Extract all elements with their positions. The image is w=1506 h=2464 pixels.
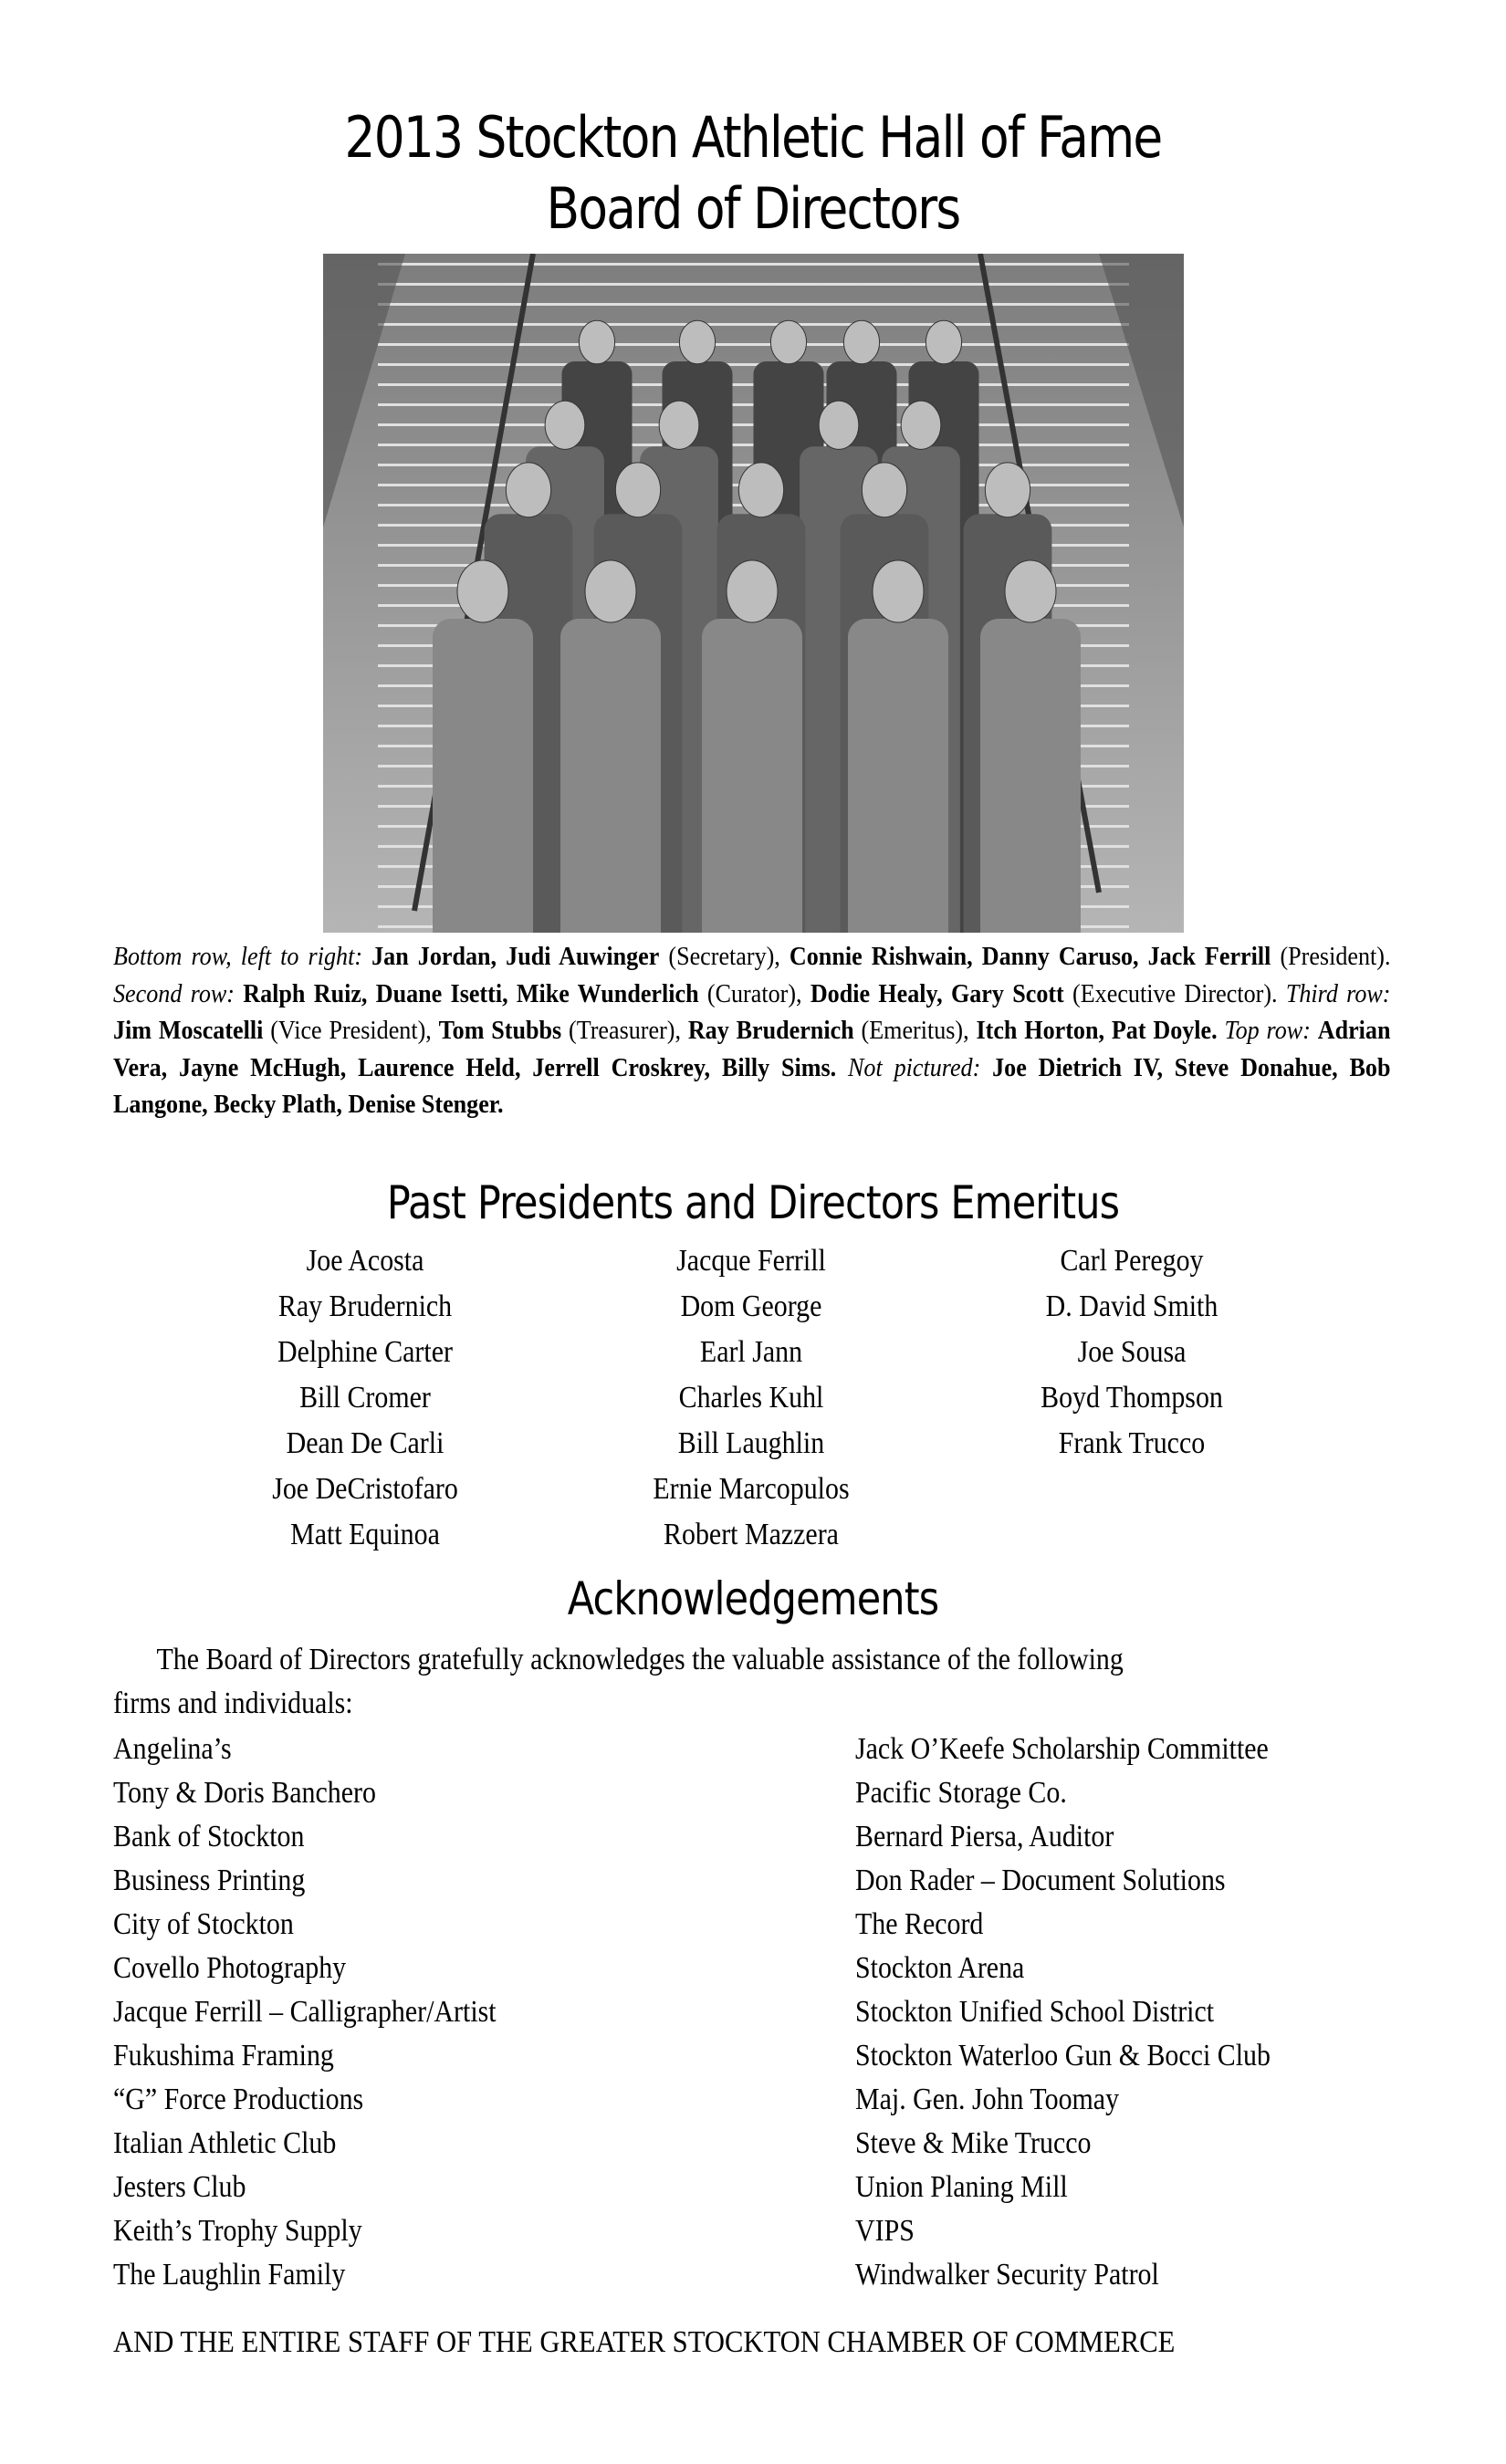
acknowledgement-item: Stockton Waterloo Gun & Bocci Club: [855, 2039, 1271, 2072]
caption-segment: (Curator),: [698, 978, 811, 1008]
past-president-name: Jacque Ferrill: [676, 1244, 826, 1278]
past-presidents-heading: Past Presidents and Directors Emeritus: [386, 1176, 1120, 1229]
acknowledgement-item: The Laughlin Family: [113, 2258, 346, 2292]
caption-segment: Not pictured:: [836, 1052, 993, 1082]
past-presidents-column: [949, 1238, 1314, 1467]
past-president-name: Joe Acosta: [306, 1244, 424, 1278]
stair-step: [378, 283, 1129, 286]
caption-segment: Tom Stubbs: [438, 1016, 562, 1045]
past-president-name: Charles Kuhl: [678, 1381, 824, 1415]
caption-segment: Top row:: [1217, 1016, 1318, 1045]
acknowledgement-item: Maj. Gen. John Toomay: [855, 2083, 1120, 2116]
acknowledgements-intro: [113, 1638, 1391, 1726]
acknowledgement-item: Stockton Arena: [855, 1951, 1025, 1985]
caption-segment: Bottom row, left to right:: [113, 942, 372, 971]
past-president-name: Ray Brudernich: [277, 1289, 453, 1323]
caption-segment: (Vice President),: [263, 1016, 439, 1045]
past-president-name: Carl Peregoy: [1060, 1244, 1204, 1278]
intro-line: The Board of Directors gratefully acknowledges the valuable assistance of the following: [156, 1643, 1124, 1676]
page-subtitle: Board of Directors: [546, 175, 960, 242]
past-president-name: Joe Sousa: [1077, 1335, 1187, 1369]
acknowledgement-item: “G” Force Productions: [113, 2083, 364, 2116]
caption-segment: Jan Jordan, Judi Auwinger: [371, 942, 660, 971]
acknowledgements-left-column: [113, 1728, 549, 2297]
past-president-name: Matt Equinoa: [290, 1518, 440, 1551]
stair-step: [378, 303, 1129, 306]
caption-segment: (Emeritus),: [853, 1016, 977, 1045]
caption-segment: Ray Brudernich: [687, 1016, 854, 1045]
past-presidents-column: [569, 1238, 934, 1558]
caption-segment: (Treasurer),: [561, 1016, 688, 1045]
photo-caption: [113, 938, 1391, 1123]
acknowledgement-item: City of Stockton: [113, 1907, 294, 1941]
caption-segment: (President).: [1271, 942, 1391, 971]
stair-step: [378, 263, 1129, 266]
past-president-name: Dean De Carli: [286, 1426, 444, 1460]
acknowledgement-item: Angelina’s: [113, 1732, 232, 1766]
staircase-photo-illustration: [323, 254, 1184, 933]
caption-segment: Itch Horton, Pat Doyle.: [976, 1016, 1218, 1045]
acknowledgement-item: Jacque Ferrill – Calligrapher/Artist: [113, 1995, 497, 2029]
stair-step: [378, 343, 1129, 346]
past-president-name: Earl Jann: [699, 1335, 803, 1369]
page-title: 2013 Stockton Athletic Hall of Fame: [344, 104, 1162, 171]
footer-note: AND THE ENTIRE STAFF OF THE GREATER STOCKTON CHAMBER OF COMMERCE: [113, 2325, 1176, 2359]
past-president-name: D. David Smith: [1045, 1289, 1218, 1323]
acknowledgement-item: Windwalker Security Patrol: [855, 2258, 1159, 2292]
acknowledgement-item: Bank of Stockton: [113, 1820, 305, 1853]
acknowledgement-item: VIPS: [855, 2214, 915, 2248]
acknowledgement-item: Steve & Mike Trucco: [855, 2126, 1092, 2160]
past-president-name: Boyd Thompson: [1041, 1381, 1223, 1415]
stair-step: [378, 363, 1129, 366]
acknowledgement-item: Keith’s Trophy Supply: [113, 2214, 362, 2248]
caption-segment: Second row:: [113, 978, 244, 1008]
acknowledgements-heading: Acknowledgements: [567, 1572, 939, 1625]
past-president-name: Joe DeCristofaro: [272, 1472, 458, 1506]
past-president-name: Bill Cromer: [299, 1381, 431, 1415]
stair-step: [378, 323, 1129, 326]
past-president-name: Ernie Marcopulos: [653, 1472, 850, 1506]
caption-segment: (Secretary),: [659, 942, 790, 971]
acknowledgement-item: Covello Photography: [113, 1951, 347, 1985]
caption-segment: Third row:: [1285, 978, 1391, 1008]
acknowledgement-item: Italian Athletic Club: [113, 2126, 337, 2160]
caption-segment: Jim Moscatelli: [113, 1016, 264, 1045]
acknowledgement-item: Jesters Club: [113, 2170, 246, 2204]
acknowledgement-item: Don Rader – Document Solutions: [855, 1864, 1226, 1897]
past-president-name: Robert Mazzera: [664, 1518, 839, 1551]
past-president-name: Delphine Carter: [277, 1335, 453, 1369]
caption-segment: Joe Dietrich IV, Steve Donahue, Bob Langone, Becky Plath, Denise Stenger.: [113, 1052, 1391, 1119]
acknowledgement-item: Jack O’Keefe Scholarship Committee: [855, 1732, 1269, 1766]
acknowledgement-item: Union Planing Mill: [855, 2170, 1068, 2204]
caption-segment: Adrian Vera, Jayne McHugh, Laurence Held, Jerrell Croskrey, Billy Sims.: [113, 1016, 1391, 1082]
acknowledgement-item: The Record: [855, 1907, 984, 1941]
past-president-name: Dom George: [680, 1289, 822, 1323]
acknowledgement-item: Pacific Storage Co.: [855, 1776, 1067, 1810]
past-president-name: Frank Trucco: [1058, 1426, 1206, 1460]
acknowledgements-right-column: [855, 1728, 1327, 2297]
past-presidents-column: [183, 1238, 548, 1558]
intro-line: firms and individuals:: [113, 1686, 353, 1720]
acknowledgement-item: Stockton Unified School District: [855, 1995, 1215, 2029]
group-photo: [323, 254, 1184, 933]
past-presidents-list: [183, 1238, 1323, 1567]
acknowledgement-item: Bernard Piersa, Auditor: [855, 1820, 1114, 1853]
acknowledgement-item: Tony & Doris Banchero: [113, 1776, 376, 1810]
caption-segment: Dodie Healy, Gary Scott: [810, 978, 1064, 1008]
caption-segment: (Executive Director).: [1063, 978, 1286, 1008]
caption-segment: Connie Rishwain, Danny Caruso, Jack Ferrill: [789, 942, 1271, 971]
acknowledgement-item: Business Printing: [113, 1864, 306, 1897]
acknowledgement-item: Fukushima Framing: [113, 2039, 334, 2072]
past-president-name: Bill Laughlin: [677, 1426, 825, 1460]
caption-segment: Ralph Ruiz, Duane Isetti, Mike Wunderlich: [243, 978, 699, 1008]
